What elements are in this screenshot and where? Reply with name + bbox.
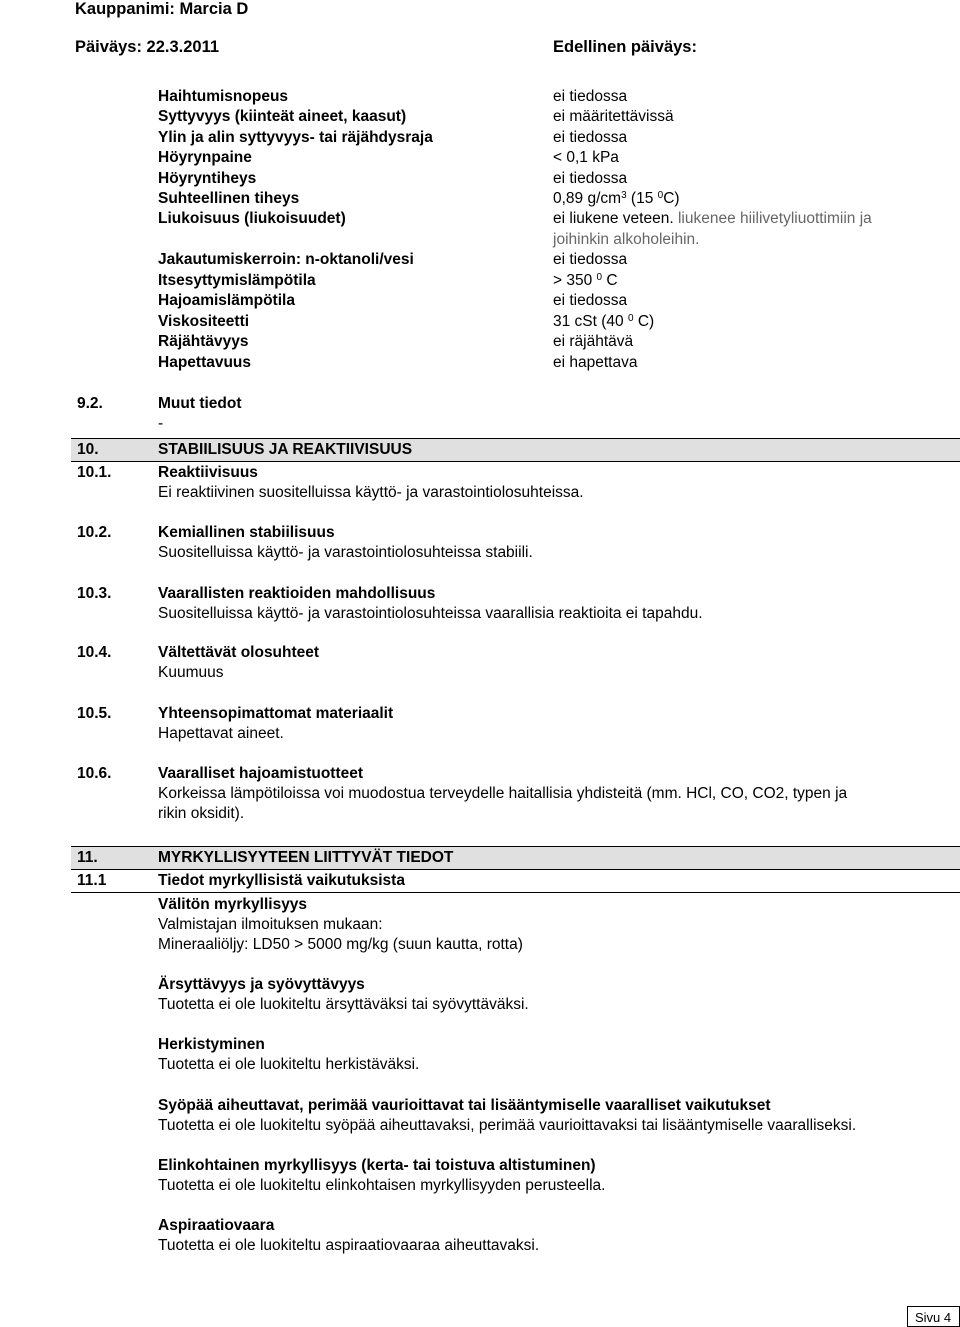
section-number: 10. [77,441,99,458]
property-value: 31 cSt (40 $^0$ C) [553,313,655,330]
subsection-text: Hapettavat aineet. [158,725,284,742]
page-number: Sivu 4 [915,1310,952,1325]
property-value: < 0,1 kPa [553,149,619,166]
property-value: ei hapettava [553,354,638,371]
tox-block-text: Valmistajan ilmoituksen mukaan: [158,916,383,933]
subsection-text: Suositelluissa käyttö- ja varastointiolosuhteissa stabiili. [158,544,533,561]
tox-block-title: Välitön myrkyllisyys [158,896,308,913]
property-label: Viskositeetti [158,313,250,330]
divider [71,869,960,870]
tox-block-title: Syöpää aiheuttavat, perimää vaurioittavat tai lisääntymiselle vaaralliset vaikutukset [158,1097,771,1114]
tox-block-title: Herkistyminen [158,1036,265,1053]
subsection-text: Kuumuus [158,664,224,681]
property-value: ei tiedossa [553,251,628,268]
section-text: - [158,415,164,432]
subsection-text: Korkeissa lämpötiloissa voi muodostua terveydelle haitallisia yhdisteitä (mm. HCl, CO, CO2, typen ja [158,785,848,802]
tox-block-text: Tuotetta ei ole luokiteltu aspiraatiovaaraa aiheuttavaksi. [158,1237,540,1254]
tox-block-text: Tuotetta ei ole luokiteltu ärsyttäväksi tai syövyttäväksi. [158,996,529,1013]
property-value: ei tiedossa [553,129,628,146]
section-title: Muut tiedot [158,395,242,412]
property-value: ei tiedossa [553,170,628,187]
property-label: Höyryntiheys [158,170,257,187]
subsection-number: 10.6. [77,765,112,782]
subsection-title: Kemiallinen stabiilisuus [158,524,335,541]
subsection-title: Vältettävät olosuhteet [158,644,320,661]
property-label: Liukoisuus (liukoisuudet) [158,210,346,227]
subsection-number: 10.3. [77,585,112,602]
property-value-continued: joihinkin alkoholeihin. [553,231,700,248]
tox-block-title: Ärsyttävyys ja syövyttävyys [158,976,365,993]
property-value: ei tiedossa [553,88,628,105]
subsection-number: 10.5. [77,705,112,722]
divider [71,461,960,462]
property-label: Itsesyttymislämpötila [158,272,316,289]
property-value: ei tiedossa [553,292,628,309]
subsection-text: Ei reaktiivinen suositelluissa käyttö- ja varastointiolosuhteissa. [158,484,584,501]
subsection-title: Reaktiivisuus [158,464,258,481]
divider [71,892,960,893]
subsection-number: 11.1 [77,872,107,889]
tox-block-text: Mineraaliöljy: LD50 > 5000 mg/kg (suun kautta, rotta) [158,936,523,953]
property-label: Hajoamislämpötila [158,292,295,309]
property-label: Höyrynpaine [158,149,252,166]
tox-block-text: Tuotetta ei ole luokiteltu elinkohtaisen myrkyllisyyden perusteella. [158,1177,606,1194]
property-label: Haihtumisnopeus [158,88,289,105]
subsection-number: 10.4. [77,644,112,661]
property-label: Syttyvyys (kiinteät aineet, kaasut) [158,108,407,125]
subsection-title: Vaarallisten reaktioiden mahdollisuus [158,585,436,602]
property-label: Jakautumiskerroin: n-oktanoli/vesi [158,251,414,268]
subsection-text-continued: rikin oksidit). [158,805,245,822]
property-value: > 350 $^0$ C [553,272,618,289]
property-value: ei määritettävissä [553,108,674,125]
section-number: 11. [77,849,98,866]
document-date: Päiväys: 22.3.2011 [75,38,220,56]
tox-block-text: Tuotetta ei ole luokiteltu syöpää aiheuttavaksi, perimää vaurioittavaksi tai lisääntymiselle vaaralliseksi. [158,1117,857,1134]
subsection-text: Suositelluissa käyttö- ja varastointiolosuhteissa vaarallisia reaktioita ei tapahdu. [158,605,703,622]
property-label: Suhteellinen tiheys [158,190,300,207]
section-heading: STABIILISUUS JA REAKTIIVISUUS [158,441,413,458]
tox-block-title: Elinkohtainen myrkyllisyys (kerta- tai toistuva altistuminen) [158,1157,596,1174]
property-label: Räjähtävyys [158,333,249,350]
subsection-number: 10.2. [77,524,112,541]
subsection-title: Yhteensopimattomat materiaalit [158,705,394,722]
subsection-title: Tiedot myrkyllisistä vaikutuksista [158,872,405,889]
subsection-number: 10.1. [77,464,112,481]
property-value: ei räjähtävä [553,333,634,350]
subsection-title: Vaaralliset hajoamistuotteet [158,765,364,782]
tox-block-text: Tuotetta ei ole luokiteltu herkistäväksi. [158,1056,420,1073]
property-value: ei liukene veteen. liukenee hiilivetyliuottimiin ja [553,210,872,227]
trade-name: Kauppanimi: Marcia D [75,0,249,18]
property-label: Hapettavuus [158,354,252,371]
section-heading: MYRKYLLISYYTEEN LIITTYVÄT TIEDOT [158,849,454,866]
previous-date: Edellinen päiväys: [553,38,697,56]
property-value: 0,89 $g/cm^3$ (15 $^0$C) [553,190,680,207]
section-number: 9.2. [77,395,103,412]
tox-block-title: Aspiraatiovaara [158,1217,275,1234]
property-label: Ylin ja alin syttyvyys- tai räjähdysraja [158,129,433,146]
